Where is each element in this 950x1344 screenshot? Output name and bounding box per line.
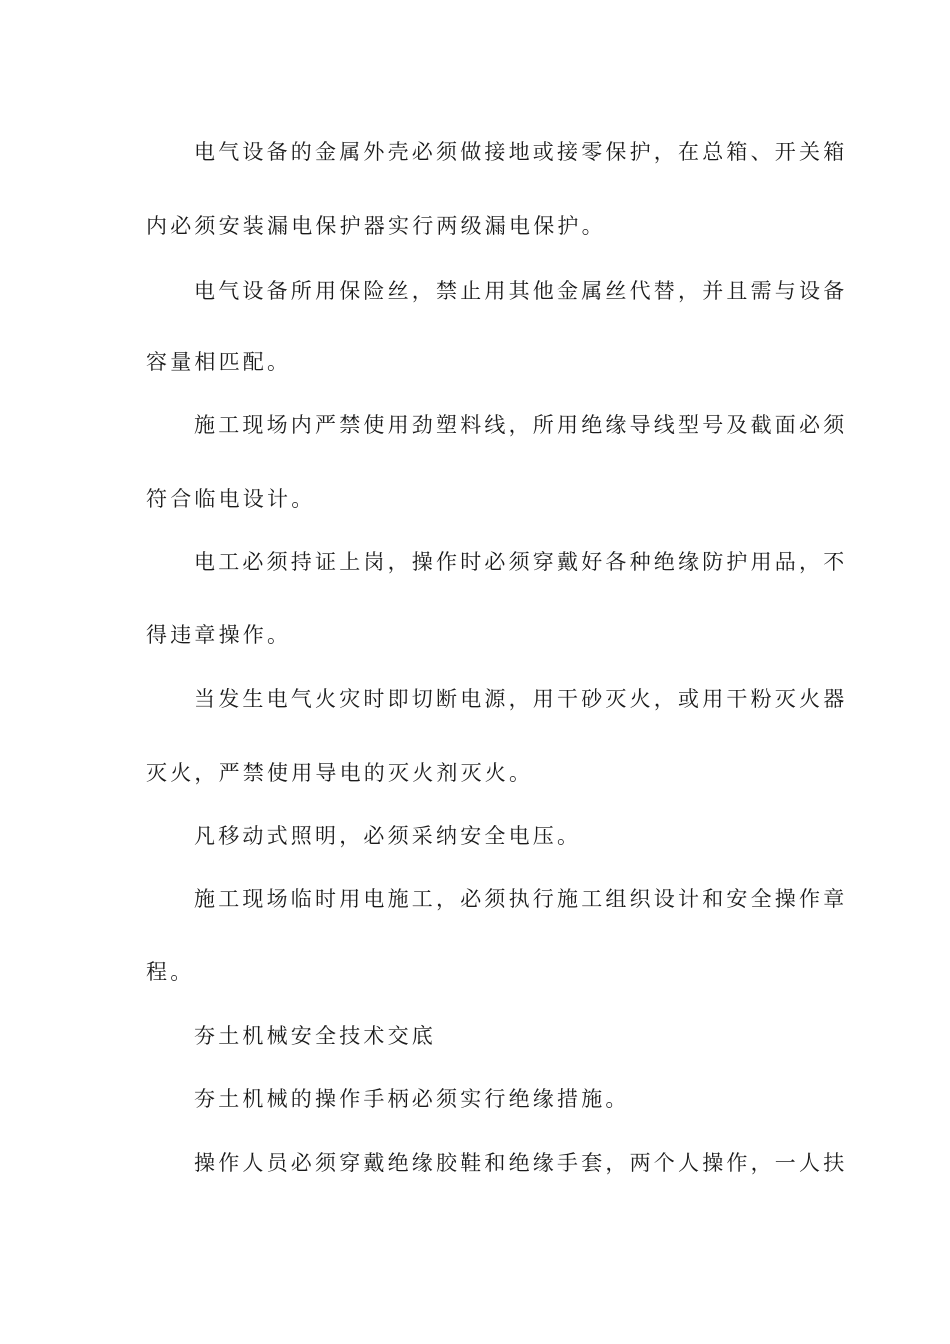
paragraph-line: 夯土机械的操作手柄必须实行绝缘措施。 bbox=[194, 1087, 630, 1111]
paragraph-line: 施工现场临时用电施工，必须执行施工组织设计和安全操作章 bbox=[194, 887, 848, 911]
paragraph-line: 灭火，严禁使用导电的灭火剂灭火。 bbox=[146, 761, 534, 785]
paragraph-line: 容量相匹配。 bbox=[146, 350, 292, 374]
paragraph-line: 当发生电气火灾时即切断电源，用干砂灭火，或用干粉灭火器 bbox=[194, 687, 848, 711]
paragraph-line: 电气设备的金属外壳必须做接地或接零保护，在总箱、开关箱 bbox=[194, 140, 848, 164]
paragraph-line: 施工现场内严禁使用劲塑料线，所用绝缘导线型号及截面必须 bbox=[194, 413, 848, 437]
paragraph-line: 电气设备所用保险丝，禁止用其他金属丝代替，并且需与设备 bbox=[194, 279, 848, 303]
section-heading: 夯土机械安全技术交底 bbox=[194, 1024, 436, 1048]
paragraph-line: 操作人员必须穿戴绝缘胶鞋和绝缘手套，两个人操作，一人扶 bbox=[194, 1151, 848, 1175]
paragraph-line: 内必须安装漏电保护器实行两级漏电保护。 bbox=[146, 214, 606, 238]
paragraph-line: 得违章操作。 bbox=[146, 623, 292, 647]
paragraph-line: 凡移动式照明，必须采纳安全电压。 bbox=[194, 824, 582, 848]
paragraph-line: 符合临电设计。 bbox=[146, 487, 316, 511]
paragraph-line: 电工必须持证上岗，操作时必须穿戴好各种绝缘防护用品，不 bbox=[194, 550, 848, 574]
paragraph-line: 程。 bbox=[146, 960, 195, 984]
